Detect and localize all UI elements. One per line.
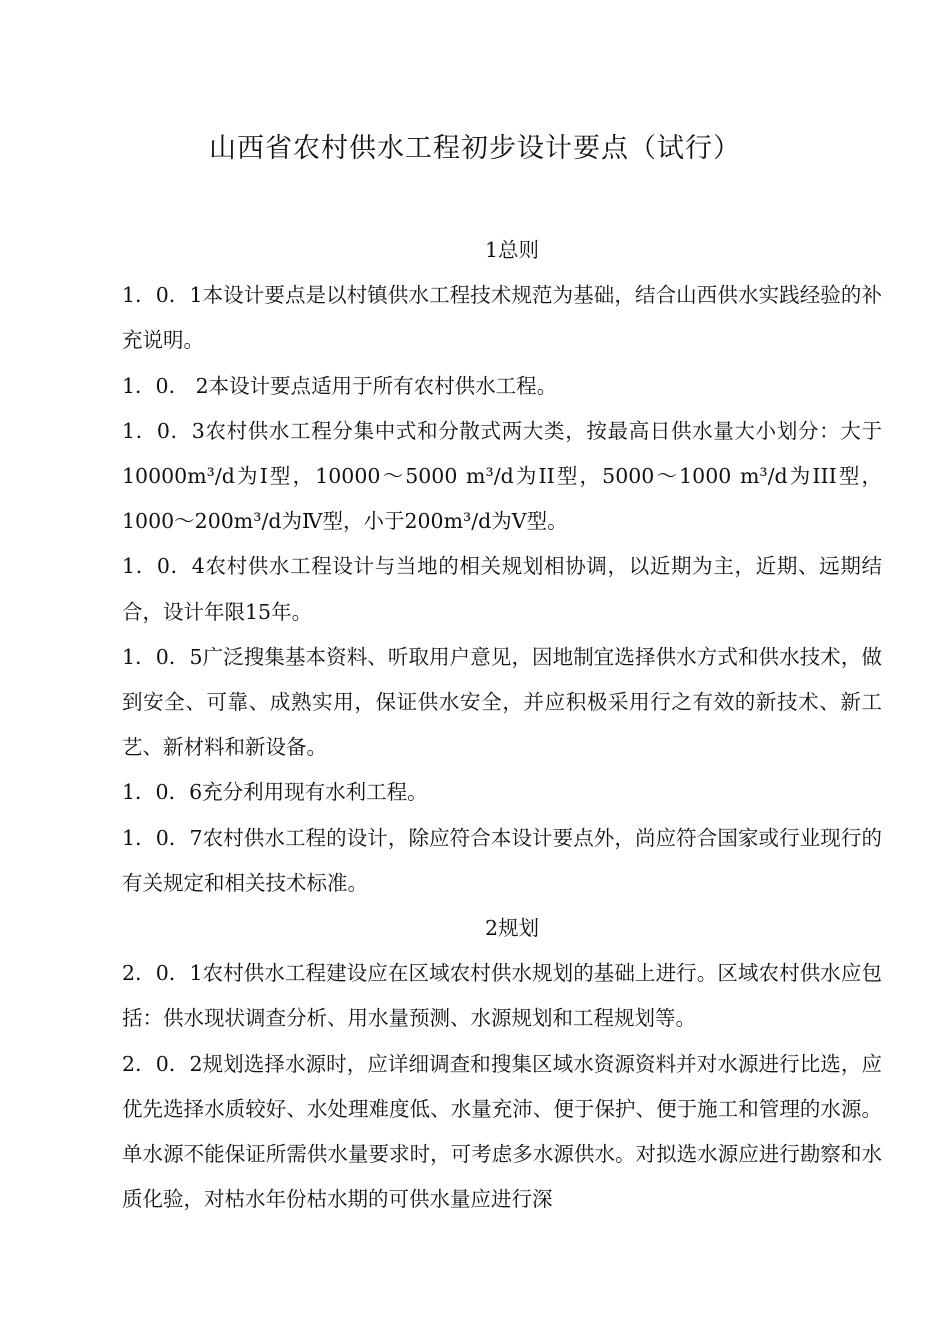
paragraph-2-0-1: 2．0．1农村供水工程建设应在区域农村供水规划的基础上进行。区域农村供水应包括：供水现状调查分析、用水量预测、水源规划和工程规划等。 [122, 961, 882, 1031]
paragraph-1-0-1: 1．0．1本设计要点是以村镇供水工程技术规范为基础，结合山西供水实践经验的补充说明。 [122, 283, 882, 353]
paragraph-2-0-2: 2．0．2规划选择水源时，应详细调查和搜集区域水资源资料并对水源进行比选，应优先选择水质较好、水处理难度低、水量充沛、便于保护、便于施工和管理的水源。单水源不能保证所需供水量要求时，可考虑多水源供水。对拟选水源应进行勘察和水质化验，对枯水年份枯水期的可供水量应进行深 [122, 1051, 882, 1212]
paragraph-1-0-5: 1．0．5广泛搜集基本资料、听取用户意见，因地制宜选择供水方式和供水技术，做到安全、可靠、成熟实用，保证供水安全，并应积极采用行之有效的新技术、新工艺、新材料和新设备。 [122, 644, 882, 760]
document-title: 山西省农村供水工程初步设计要点（试行） [209, 133, 741, 164]
paragraph-1-0-3: 1．0．3农村供水工程分集中式和分散式两大类，按最高日供水量大小划分：大于10000m³/d为Ⅰ型，10000～5000 m³/d为II型，5000～1000 m³/d为III型，1000～200m³/d为Ⅳ型，小于200m³/d为Ⅴ型。 [122, 418, 882, 534]
section-heading-planning: 2规划 [484, 916, 540, 941]
paragraph-1-0-4: 1．0．4农村供水工程设计与当地的相关规划相协调，以近期为主，近期、远期结合，设计年限15年。 [122, 554, 882, 624]
section-heading-general: 1总则 [484, 238, 540, 262]
paragraph-1-0-7: 1．0．7农村供水工程的设计，除应符合本设计要点外，尚应符合国家或行业现行的有关规定和相关技术标准。 [122, 825, 882, 895]
document-body [122, 228, 882, 1222]
paragraph-1-0-6: 1．0．6充分利用现有水利工程。 [122, 780, 428, 805]
paragraph-1-0-2: 1．0． 2本设计要点适用于所有农村供水工程。 [122, 373, 558, 398]
